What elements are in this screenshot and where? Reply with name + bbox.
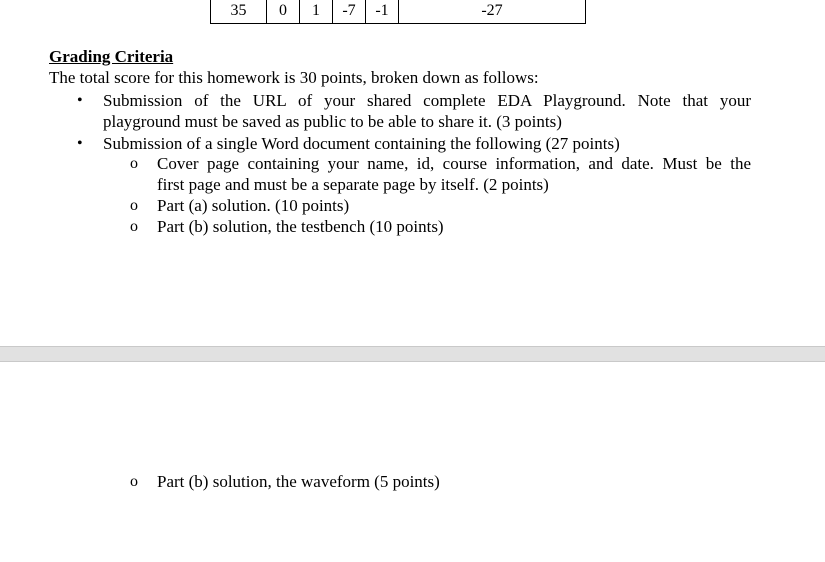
- list-item-text: Submission of the URL of your shared complete EDA Playground. Note that your: [103, 91, 751, 110]
- sub-list-item-text: Part (b) solution, the testbench (10 points): [157, 217, 444, 236]
- sub-bullet-icon: o: [130, 197, 138, 214]
- table-cell: -7: [333, 0, 366, 24]
- grading-intro: The total score for this homework is 30 points, broken down as follows:: [49, 68, 539, 87]
- table-cell: 35: [211, 0, 267, 24]
- data-table: [210, 0, 586, 24]
- sub-bullet-icon: o: [130, 473, 138, 490]
- table-cell: -1: [366, 0, 399, 24]
- bullet-icon: •: [77, 92, 83, 109]
- table-cell: 0: [267, 0, 300, 24]
- grading-heading: Grading Criteria: [49, 47, 174, 66]
- sub-bullet-icon: o: [130, 218, 138, 235]
- sub-list-item-text: first page and must be a separate page by itself. (2 points): [157, 175, 549, 194]
- list-item-text: Submission of a single Word document containing the following (27 points): [103, 134, 620, 153]
- document-page-2: [0, 362, 825, 562]
- sub-list-item-text: Part (a) solution. (10 points): [157, 196, 350, 215]
- table-cell: -27: [399, 0, 586, 24]
- list-item-text: playground must be saved as public to be able to share it. (3 points): [103, 112, 562, 131]
- table-cell: 1: [300, 0, 333, 24]
- page-break-gap: [0, 346, 825, 362]
- sub-list-item-text: Part (b) solution, the waveform (5 points): [157, 472, 440, 491]
- sub-list-item-text: Cover page containing your name, id, course information, and date. Must be the: [157, 154, 751, 173]
- table-row: [211, 0, 586, 24]
- sub-bullet-icon: o: [130, 155, 138, 172]
- bullet-icon: •: [77, 135, 83, 152]
